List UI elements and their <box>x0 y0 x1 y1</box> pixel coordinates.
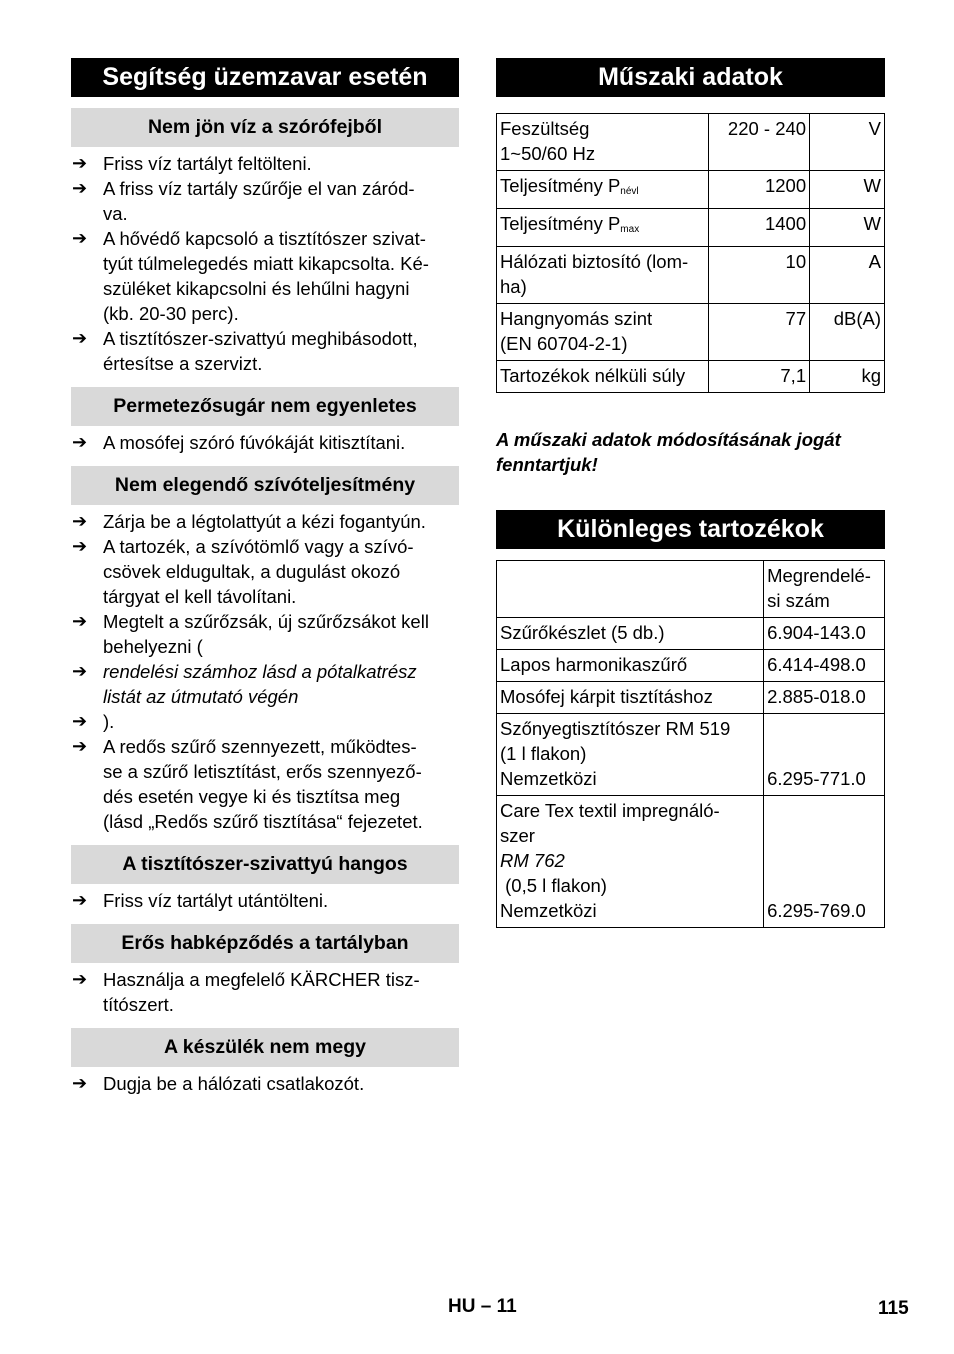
list-item <box>71 151 459 176</box>
section-heading: Nem elegendő szívóteljesítmény <box>71 466 459 505</box>
tech-data-note: A műszaki adatok módosításának jogát fenntartjuk! <box>496 429 841 475</box>
tech-data-table <box>496 113 885 393</box>
accessory-variant: Nemzetközi <box>500 768 597 789</box>
troubleshooting-title: Segítség üzemzavar esetén <box>71 58 459 97</box>
bullet-list <box>71 888 459 913</box>
arrow-right-icon: ➔ <box>72 153 88 173</box>
spec-label: Hangnyomás szint (EN 60704-2-1) <box>497 304 709 361</box>
accessory-row <box>497 796 885 928</box>
accessories-header-row <box>497 561 885 618</box>
list-item <box>71 226 459 326</box>
list-item-text: A mosófej szóró fúvókáját kitisztítani. <box>103 432 406 453</box>
list-item <box>71 888 459 913</box>
spec-value: 10 <box>709 247 810 304</box>
spec-unit: W <box>810 209 885 247</box>
section-heading: A tisztítószer-szivattyú hangos <box>71 845 459 884</box>
list-item-text: Zárja be a légtolattyút a kézi fogantyún. <box>103 511 426 532</box>
troubleshooting-sections <box>71 108 459 1096</box>
spec-value: 1200 <box>709 171 810 209</box>
accessory-order-number: 6.904-143.0 <box>764 618 885 650</box>
arrow-right-icon: ➔ <box>72 611 88 631</box>
list-item-text: rendelési számhoz lásd a pótalkatrész listát az útmutató végén <box>103 661 417 707</box>
list-item-text: Friss víz tartályt utántölteni. <box>103 890 329 911</box>
footer-section-label: HU – 11 <box>448 1296 517 1317</box>
accessories-header-empty <box>497 561 764 618</box>
list-item-text: Használja a megfelelő KÄRCHER tisz- títószert. <box>103 969 420 1015</box>
accessory-row <box>497 682 885 714</box>
list-item <box>71 709 459 734</box>
spec-unit: A <box>810 247 885 304</box>
accessory-name: Szőnyegtisztítószer RM 519 (1 l flakon) Nemzetközi <box>497 714 764 796</box>
accessories-table <box>496 560 885 928</box>
arrow-right-icon: ➔ <box>72 1073 88 1093</box>
accessory-row <box>497 618 885 650</box>
list-item-text: A redős szűrő szennyezett, működtes- se a szűrő letisztítást, erős szennyező- dés esetén vegye ki és tisztítsa meg (lásd „Redős szűrő tisztítása“ fejezetet. <box>103 736 423 832</box>
accessory-order-number: 6.295-771.0 <box>764 714 885 796</box>
spec-row <box>497 171 885 209</box>
spec-row <box>497 209 885 247</box>
accessory-name: Mosófej kárpit tisztításhoz <box>497 682 764 714</box>
spec-unit: V <box>810 114 885 171</box>
list-item-text: ). <box>103 711 115 732</box>
accessory-row <box>497 714 885 796</box>
list-item <box>71 609 459 659</box>
accessory-name: Szűrőkészlet (5 db.) <box>497 618 764 650</box>
list-item <box>71 534 459 609</box>
spec-label: Hálózati biztosító (lom- ha) <box>497 247 709 304</box>
accessory-name: Care Tex textil impregnáló- szer RM 762 (0,5 l flakon) Nemzetközi <box>497 796 764 928</box>
bullet-list <box>71 967 459 1017</box>
bullet-list <box>71 1071 459 1096</box>
spec-row <box>497 361 885 393</box>
list-item-text: Friss víz tartályt feltölteni. <box>103 153 312 174</box>
spec-value: 77 <box>709 304 810 361</box>
arrow-right-icon: ➔ <box>72 736 88 756</box>
accessory-model: RM 762 <box>500 850 565 871</box>
arrow-right-icon: ➔ <box>72 228 88 248</box>
spec-row <box>497 114 885 171</box>
spec-row <box>497 304 885 361</box>
accessory-variant: Nemzetközi <box>500 900 597 921</box>
specs-column <box>496 58 885 928</box>
arrow-right-icon: ➔ <box>72 511 88 531</box>
arrow-right-icon: ➔ <box>72 432 88 452</box>
bullet-list <box>71 151 459 376</box>
spec-subscript: névl <box>620 186 639 197</box>
spec-value: 7,1 <box>709 361 810 393</box>
list-item <box>71 967 459 1017</box>
arrow-right-icon: ➔ <box>72 536 88 556</box>
accessory-order-number: 6.414-498.0 <box>764 650 885 682</box>
section-heading: A készülék nem megy <box>71 1028 459 1067</box>
accessory-order-number: 2.885-018.0 <box>764 682 885 714</box>
list-item <box>71 176 459 226</box>
spec-subscript: max <box>620 224 640 235</box>
spec-value: 220 - 240 <box>709 114 810 171</box>
list-item <box>71 326 459 376</box>
list-item <box>71 509 459 534</box>
accessories-title: Különleges tartozékok <box>496 510 885 549</box>
accessory-row <box>497 650 885 682</box>
spec-label: Teljesítmény $P_{névl}$ <box>497 171 709 209</box>
list-item-text: A tartozék, a szívótömlő vagy a szívó- csövek eldugultak, a dugulást okozó tárgyat el kell távolítani. <box>103 536 414 607</box>
arrow-right-icon: ➔ <box>72 969 88 989</box>
list-item-text: Megtelt a szűrőzsák, új szűrőzsákot kell behelyezni ( <box>103 611 429 657</box>
section-heading: Nem jön víz a szórófejből <box>71 108 459 147</box>
list-item-text: Dugja be a hálózati csatlakozót. <box>103 1073 365 1094</box>
list-item-text: A friss víz tartály szűrője el van záród- va. <box>103 178 415 224</box>
spec-label: Feszültség 1~50/60 Hz <box>497 114 709 171</box>
section-heading: Erős habképződés a tartályban <box>71 924 459 963</box>
spec-label: Tartozékok nélküli súly <box>497 361 709 393</box>
arrow-right-icon: ➔ <box>72 711 88 731</box>
spec-row <box>497 247 885 304</box>
list-item-text: A hővédő kapcsoló a tisztítószer szivat- tyút túlmelegedés miatt kikapcsolta. Ké- szüléket kikapcsolni és lehűlni hagyni (kb. 20-30 perc). <box>103 228 429 324</box>
troubleshooting-column <box>71 58 459 1103</box>
list-item <box>71 1071 459 1096</box>
list-item <box>71 430 459 455</box>
list-item <box>71 659 459 709</box>
arrow-right-icon: ➔ <box>72 328 88 348</box>
bullet-list <box>71 509 459 834</box>
order-number-header: Megrendelé- si szám <box>764 561 885 618</box>
page-number: 115 <box>878 1298 909 1319</box>
arrow-right-icon: ➔ <box>72 661 88 681</box>
accessory-name: Lapos harmonikaszűrő <box>497 650 764 682</box>
accessory-size: (0,5 l flakon) <box>500 875 607 896</box>
section-heading: Permetezősugár nem egyenletes <box>71 387 459 426</box>
spec-unit: W <box>810 171 885 209</box>
arrow-right-icon: ➔ <box>72 890 88 910</box>
spec-label: Teljesítmény $P_{max}$ <box>497 209 709 247</box>
list-item-text: A tisztítószer-szivattyú meghibásodott, értesítse a szervizt. <box>103 328 418 374</box>
list-item <box>71 734 459 834</box>
spec-unit: dB(A) <box>810 304 885 361</box>
tech-data-title: Műszaki adatok <box>496 58 885 97</box>
spec-value: 1400 <box>709 209 810 247</box>
accessory-order-number: 6.295-769.0 <box>764 796 885 928</box>
bullet-list <box>71 430 459 455</box>
arrow-right-icon: ➔ <box>72 178 88 198</box>
spec-unit: kg <box>810 361 885 393</box>
